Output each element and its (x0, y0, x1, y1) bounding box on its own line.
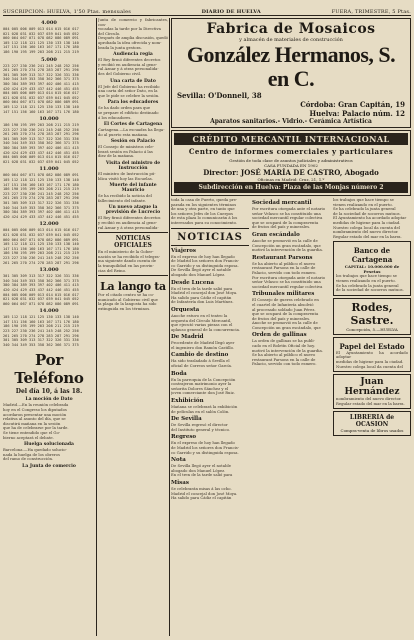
article-subheading: Audiencia regia (113, 52, 153, 58)
article-text: El Rey firmó diferentes decretos y recibió en audiencia al gene- ral Aznar y á otras personalida- (98, 215, 161, 230)
article-text: Anoche se promovió en la calle de Concepción un gran escándalo, que motivó la intervención de la guardia. (252, 237, 323, 253)
lottery-heading: 4.000 (41, 20, 57, 26)
article-text: Junta de comercio y fabricantes, con- vocadas la tarde por la Directiva del Círculo. Después de amplia discusión, quedó aprobada la idea ofrecida y nom- brada la junta gestora. (98, 18, 168, 50)
news-item-title: Misas (171, 479, 189, 486)
lottery-heading: 14.000 (39, 308, 59, 315)
ad-title: Fabrica de Mosaicos (206, 21, 376, 37)
ad-credit-centro: Centro de informes comerciales y particulares (188, 147, 394, 156)
news-subcolumn-right (333, 198, 411, 501)
article-text: los trabajos que hace tiempo se vienen realizando en el puerto. Se ha celebrado la junta general de la sociedad de socorros mutuos. El Ayuntamiento ha acordado adoptar medidas de higiene para la ciudad. Nuestro colega local da cuenta del nombramiento del nuevo director. Regular estado del mar en la barra. (333, 197, 407, 239)
article-subheading: La moción de Dato (25, 397, 73, 403)
lottery-numbers: 004 005 006 009 013 014 015 016 017 021 028 031 032 037 039 041 045 052 060 064 067 071 078 082 086 089 091 105 112 118 121 125 130 133 138 140 147 151 156 160 163 167 171 176 180 186 190 195 199 203 208 211 215 219 223 227 230 236 241 245 248 252 256 261 265 270 274 278 283 287 291 296 (3, 228, 79, 265)
ad-products: Aparatos sanitarios.- Vidrio.- Cerámica Artística (210, 118, 372, 125)
article-subheading: Sesión en Palacio (110, 139, 156, 145)
ad-libreria-title: LIBRERIA de OCASION (349, 414, 395, 429)
lottery-numbers: 186 190 195 199 203 208 211 215 219 223 227 230 236 241 245 248 252 256 261 265 270 274 278 283 287 291 296 301 305 309 313 317 322 326 331 336 340 344 349 353 358 362 366 371 375 380 384 389 393 397 402 406 411 415 420 424 429 433 437 442 446 451 455 004 005 006 009 013 014 015 016 017 021 028 031 032 037 039 041 045 052 (3, 123, 79, 164)
lottery-heading: 11.000 (39, 166, 59, 173)
ad-papel-estado (333, 337, 411, 372)
ad-address-row: Córdoba: Gran Capitán, 19 (300, 100, 405, 109)
article-text: En el tren de la tarde salió para Madrid el concejal don José Moya. Ha salido para Cádiz el capitán de Infantería don Luis Martínez. (171, 285, 238, 305)
article-text: La orden de gallinas se ha publi- cado en el Boletín Oficial de hoy. motivó la intervención de la guardia. Se ha abierto al público el nuevo restaurant Parsons en la calle de Palacio, servido con todo esmero. (252, 338, 323, 367)
article-text: El Rey firmó diferentes decretos y recibió en audiencia al gene- ral Aznar y á otras personalida- des del Gobierno civil. (98, 57, 161, 76)
section-heading-langosta: La lango ta (100, 280, 166, 294)
article-subheading: Una carta de Dato (110, 78, 156, 84)
ad-credit-director: Director: JOSÉ MARÍA DE CASTRO, Abogado (203, 168, 379, 177)
ad-papel-title: Papel del Estado (339, 341, 405, 351)
article-text: Cartagena.—La escuadra ha llega- do al puerto esta mañana. (98, 127, 165, 137)
ad-rodes-name: Rodes, Sastre. (350, 300, 394, 327)
ad-libreria-sub: Compra-venta de libros usados (340, 428, 404, 434)
article-subheading: Para los educadores (107, 100, 159, 106)
news-item-title: Desde Lucena (171, 279, 214, 286)
news-item-title: Gran escándalo (252, 231, 300, 238)
lottery-numbers: 105 112 118 121 125 130 133 138 140 147 151 156 160 163 167 171 176 180 186 190 195 199 203 208 211 215 219 223 227 230 236 241 245 248 252 256 261 265 270 274 278 283 287 291 296 301 305 309 313 317 322 326 331 336 340 344 349 353 358 362 366 371 375 (3, 315, 79, 347)
news-item-title: Tribunales militares (252, 291, 315, 298)
news-item-title: Orden de gallinas (252, 332, 307, 339)
lottery-heading: 5.000 (41, 56, 57, 63)
article-subheading: Muerte del infante Mauricio (109, 183, 157, 194)
article-text: Anoche estuvo en el teatro la orquesta del Círculo Mercantil, que ejecutó varias piezas con el aplauso general de la concurrencia. (171, 312, 241, 332)
column-rule (96, 18, 97, 636)
news-item-title: Nota (171, 457, 186, 464)
lottery-numbers: 301 305 309 313 317 322 326 331 336 340 344 349 353 358 362 366 371 375 380 384 389 393 397 402 406 411 415 420 424 429 433 437 442 446 451 455 004 005 006 009 013 014 015 016 017 021 028 031 032 037 039 041 045 052 060 064 067 071 078 082 086 089 091 (3, 274, 79, 306)
ad-bank-name: Banco de Cartagena (351, 246, 393, 265)
ad-juan-hernandez (333, 374, 411, 409)
article-subheading: La Junta de comercio (22, 463, 76, 469)
article-subheading: Un nuevo ataque la previsión de Lucrecio (105, 205, 161, 216)
news-item-title: Restaurant Parsons (252, 254, 313, 261)
lottery-numbers: 060 064 067 071 078 082 086 089 091 105 112 118 121 125 130 133 138 140 147 151 156 160 163 167 171 176 180 186 190 195 199 203 208 211 215 219 223 227 230 236 241 245 248 252 256 261 265 270 274 278 283 287 291 296 301 305 309 313 317 322 326 331 336 340 344 349 353 358 362 366 371 375 380 384 389 393 397 402 406 411 415 420 424 429 433 437 442 446 451 455 (3, 173, 79, 219)
lottery-heading: 12.000 (39, 221, 59, 228)
divider (171, 245, 249, 246)
ad-credit-sub: Gestión de toda clase de asuntos judiciales y administrativos (229, 158, 353, 163)
column-ads-news (171, 18, 411, 636)
masthead-title: DIARIO DE HUELVA (201, 9, 262, 15)
news-item-title: Viajeros (171, 247, 196, 254)
section-heading-noticias: NOTICIAS (177, 231, 243, 243)
ad-credit-banner: Subdirección en Huelva: Plaza de las Monjas número 2 (174, 182, 408, 193)
article-subheading: El Cortes de Cartagena (103, 122, 163, 128)
article-text: Madrid.—En la reunión celebrada hoy en el Congreso los diputados acordaron presentar una moción relativa al asunto del día, que se discutirá mañana en la sesión que ha de celebrarse por la tarde. Se tiene entendido que el Go- bierno aceptará el debate. (3, 402, 69, 440)
article-text: Ha sido trasladado á Sevilla el oficial de Correos señor García. (171, 358, 233, 369)
article-subheading: Huelga solucionada (24, 442, 74, 448)
news-item-title: Sociedad mercantil (252, 200, 312, 206)
article-text: En el expreso de hoy han llegado de Madrid los señores don Francis- co Garrido y su distinguida esposa. De Sevilla llegó ayer el notable abogado don Manuel López. (171, 253, 240, 277)
ad-address-row: Sevilla: O'Donnell, 38 (177, 91, 262, 100)
ad-bank-capital: CAPITAL: 10.000.000 de Pesetas (344, 264, 400, 275)
masthead-price: FUERA, TRIMESTRE, 5 Ptas. (331, 9, 411, 15)
ad-address-row: Huelva: Palacio núm. 12 (309, 109, 405, 118)
article-text: nombramiento del nuevo director. Regular estado del mar en la barra. (336, 396, 405, 406)
article-text: toda la casa de Puerto, queda pre- parada en los siguientes términos de una y otra parte, en tanto que los señores Jefes de los Cuerpos de esta plaza lo comunicarán á los interesados para su conocimiento. (171, 197, 238, 225)
news-item-title: Orquesta (171, 306, 200, 313)
ad-company-name: González Hermanos, S. en C. (186, 42, 396, 91)
article-text: El Ayuntamiento ha acordado adoptar medidas de higiene para la ciudad. Nuestro colega local da cuenta del (336, 349, 408, 369)
article-text: Se ha recibido la noticia del fallecimiento del infante. (98, 193, 152, 203)
ad-credit-offices: Oficinas en Madrid: Cruz, 21, 1.º (257, 177, 325, 182)
news-subcolumns (171, 198, 411, 501)
news-item-title: Cambio de destino (171, 352, 229, 359)
news-subcolumn-middle (252, 198, 330, 501)
article-text: El Consejo de guerra celebrado en el cuartel de Infantería absolvió al procesado soldado Juan Pérez. que se ocupará de la compraventa de frutos del país y minerales. Anoche se promovió en la calle de Concepción un gran escándalo, que (252, 297, 321, 330)
news-subcolumn-left (171, 198, 249, 501)
news-item-title: Exhibición (171, 398, 204, 405)
section-heading-oficiales: NOTICIAS OFICIALES (114, 235, 152, 250)
article-text: Por el citado centro se ha co- municado al Gobierno civil que la plaga de la langosta ha sido extinguida en los términos. (98, 292, 158, 311)
ad-credit-casa: CASA FUNDADA EN 1902 (264, 163, 318, 168)
article-text: Se ha abierto al público el nuevo restaurant Parsons en la calle de Palacio, servido con todo esmero. Por escritura otorgada ante el notario señor Velasco se ha constituido una sociedad mercantil regular colectiva (252, 260, 326, 289)
ad-rodes-address: Concepción, 5.—HUELVA (346, 326, 398, 332)
masthead-subscription: SUSCRIPCION: HUELVA, 1'50 Ptas. mensuales (3, 9, 131, 15)
column-rule (169, 18, 170, 636)
masthead (3, 3, 411, 16)
article-text: Procedente de Madrid llegó ayer el ingeniero don Ramón Castillo. (171, 340, 235, 350)
article-text: En la parroquia de la Concepción contrajeron matrimonio ayer la señorita Dolores Sánchez y el joven comerciante don José Ruiz. (171, 376, 236, 396)
article-text: El Jefe del Gobierno ha recibido una carta del señor Dato, en la que le pide se celebre la sesión. (98, 83, 160, 98)
telefono-heading: Por Teléfono (14, 351, 84, 388)
article-text: El ministro de Instrucción pú- blica visitó hoy las Escuelas. (98, 171, 156, 181)
article-text: En el ministerio de la Gober- nación se ha recibido el telegra- ma siguiente dando cuenta de la tranquilidad en las provin- cias del Reino. (98, 249, 160, 273)
ad-rodes-sastre (333, 298, 411, 335)
divider (171, 228, 249, 229)
ad-gonzalez-hermanos (171, 18, 411, 128)
ad-juan-name: Juan Hernández (344, 377, 400, 398)
ad-credito-mercantil (171, 130, 411, 196)
column-lottery (3, 18, 95, 636)
news-item-title: De Sevilla (171, 416, 202, 423)
lottery-numbers: 004 005 006 009 013 014 015 016 017 021 028 031 032 037 039 041 045 052 060 064 067 071 078 082 086 089 091 105 112 118 121 125 130 133 138 140 147 151 156 160 163 167 171 176 180 186 190 195 199 203 208 211 215 219 (3, 27, 79, 54)
column-news (98, 18, 168, 636)
article-text: Por escritura otorgada ante el notario señor Velasco se ha constituido una sociedad mercantil regular colectiva que se ocupará de la compraventa de frutos del país y minerales. (252, 206, 326, 230)
ad-libreria-ocasion (333, 411, 411, 436)
article-text: los trabajos que hace tiempo se vienen realizando en el puerto. Se ha celebrado la junta general de la sociedad de socorros mutuos. (336, 273, 404, 293)
ad-subtitle: y almacén de materiales de construcción (239, 37, 343, 43)
news-item-title: Regreso (171, 434, 197, 441)
lottery-heading: 13.000 (39, 267, 59, 274)
article-text: De Sevilla regresó el director del Instituto general y técnico. (171, 422, 231, 432)
article-text: Se ha dado orden para que se prepare el edificio destinado á los educadores. (98, 105, 159, 120)
ad-banco-cartagena (333, 241, 411, 295)
news-item-title: Boda (171, 370, 187, 377)
article-text: Se celebrarán misas á las ocho. Madrid el concejal don José Moya. Ha salido para Cádiz el capitán (171, 485, 238, 501)
telefono-subheading: Del día 10, á las 18. (15, 388, 83, 396)
divider (98, 232, 168, 233)
article-subheading: Visita del ministro de Instrucción (105, 161, 161, 172)
article-text: Mañana se celebrará la exhibición de películas en el salón Colón. (171, 404, 238, 414)
divider (98, 275, 168, 276)
article-text: Barcelona.—Ha quedado solucio- nada la huelga de los obreros del ramo de construcción. (3, 447, 67, 462)
article-text: De Sevilla llegó ayer el notable abogado don Manuel López. En el tren de la tarde salió para (171, 463, 233, 478)
news-item-title: De Madrid (171, 334, 204, 341)
article-text: En el expreso de hoy han llegado de Madrid los señores don Francis- co Garrido y su distinguida esposa. (171, 440, 240, 455)
lottery-numbers: 223 227 230 236 241 245 248 252 256 261 265 270 274 278 283 287 291 296 301 305 309 313 317 322 326 331 336 340 344 349 353 358 362 366 371 375 380 384 389 393 397 402 406 411 415 420 424 429 433 437 442 446 451 455 004 005 006 009 013 014 015 016 017 021 028 031 032 037 039 041 045 052 060 064 067 071 078 082 086 089 091 105 112 118 121 125 130 133 138 140 147 151 156 160 163 167 171 176 180 (3, 63, 79, 114)
lottery-heading: 10.000 (39, 116, 59, 123)
ad-credit-heading: CRÉDITO MERCANTIL INTERNACIONAL (174, 133, 408, 145)
article-text: El Consejo de ministros cele- brará sesión en Palacio á las diez de la mañana. (98, 144, 154, 159)
